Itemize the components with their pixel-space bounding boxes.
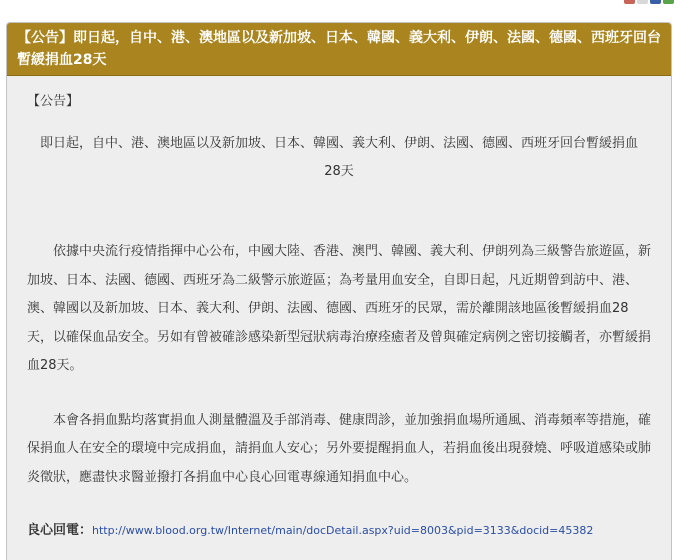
- share-icon[interactable]: [624, 0, 635, 4]
- notice-body: [7, 76, 671, 542]
- notice-title: 【公告】即日起，自中、港、澳地區以及新加坡、日本、韓國、義大利、伊朗、法國、德國、西班牙回台暫緩捐血28天: [7, 23, 671, 76]
- share-icons: [624, 0, 674, 4]
- facebook-icon[interactable]: [650, 0, 661, 4]
- notice-tag: 【公告】: [27, 94, 80, 109]
- notice-paragraph: 依據中央流行疫情指揮中心公布，中國大陸、香港、澳門、韓國、義大利、伊朗列為三級警告旅遊區，新加坡、日本、法國、德國、西班牙為二級警示旅遊區；為考量用血安全，自即日起，凡近期曾到訪中、港、澳、韓國以及新加坡、日本、義大利、伊朗、法國、德國、西班牙的民眾，需於離開該地區後暫緩捐血28天，以確保血品安全。另如有曾被確診感染新型冠狀病毒治療痊癒者及曾與確定病例之密切接觸者，亦暫緩捐血28天。: [27, 244, 652, 373]
- notice-subtitle: 即日起，自中、港、澳地區以及新加坡、日本、韓國、義大利、伊朗、法國、德國、西班牙回台暫緩捐血28天: [39, 136, 638, 179]
- hotline-link[interactable]: http://www.blood.org.tw/Internet/main/docDetail.aspx?uid=8003&pid=3133&docid=45382: [92, 524, 594, 537]
- notice-paragraph: 本會各捐血點均落實捐血人測量體溫及手部消毒、健康問診，並加強捐血場所通風、消毒頻率等措施，確保捐血人在安全的環境中完成捐血，請捐血人安心；另外要提醒捐血人，若捐血後出現發燒、呼吸道感染或肺炎徵狀，應盡快求醫並撥打各捐血中心良心回電專線通知捐血中心。: [27, 412, 652, 485]
- hotline-row: [27, 520, 651, 542]
- notice-panel: [6, 22, 672, 560]
- print-icon[interactable]: [637, 0, 648, 4]
- hotline-label: 良心回電：: [27, 523, 93, 538]
- line-icon[interactable]: [663, 0, 674, 4]
